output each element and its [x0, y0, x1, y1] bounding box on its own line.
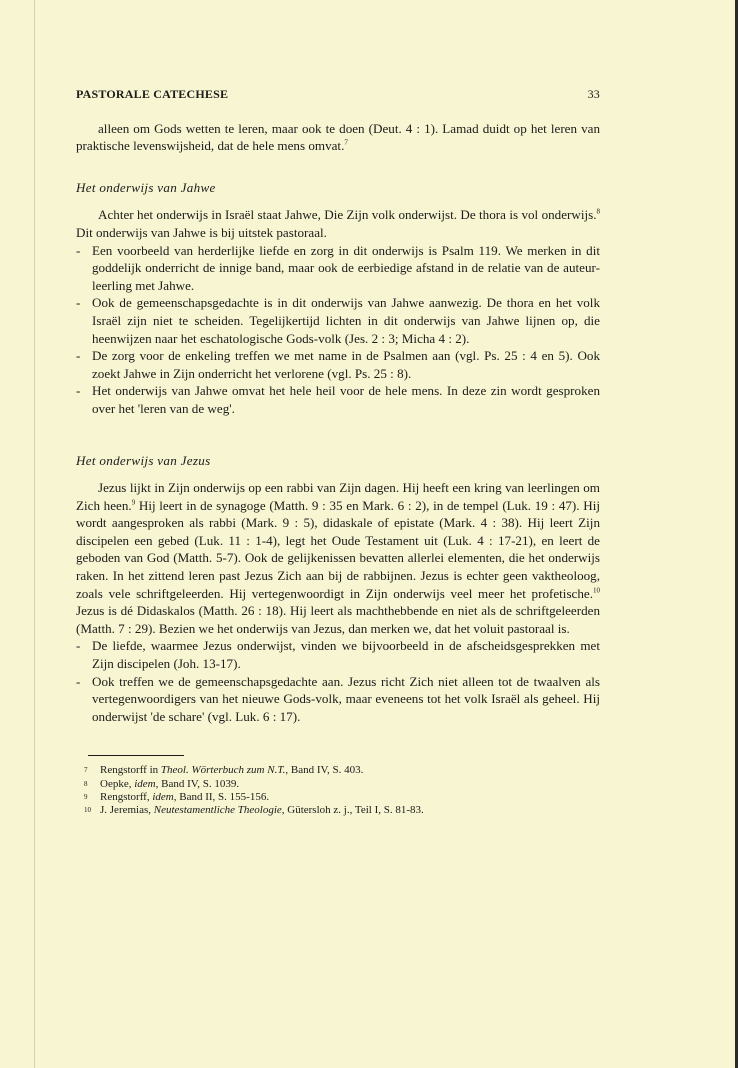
footnote-text: , Band II, S. 155-156. — [173, 790, 270, 803]
footnote-source-title: idem — [134, 777, 156, 790]
jezus-text-b: Hij leert in de synagoge (Matth. 9 : 35 en Mark. 6 : 2), in de tempel (Luk. 19 : 47). Hij wordt aangesproken als rabbi (Mark. 9 : 5), didaskale of epistate (Mark. 4 : 38). Hij leert Zijn discipelen een gebed (Luk. 11 : 1-4), legt het Oude Testament uit (Luk. 4 : 17-21), en leert de geboden van God (Matth. 5-7). Ook de gelijkenissen bevatten allerlei elementen, die het onderwijs raken. In het zittend leren past Jezus Zich aan bij de rabbijnen. Jezus is echter geen vaktheoloog, zoals vele schriftgeleerden. Hij vertegenwoordigt in Zijn onderwijs veel meer het profetische. — [76, 497, 600, 601]
jezus-text-a: Jezus lijkt in Zijn onderwijs op een rabbi van Zijn dagen. Hij heeft een kring van leerlingen om Zich heen. — [76, 480, 600, 513]
jezus-list — [76, 637, 600, 725]
footnote-text: Oepke, — [100, 777, 135, 790]
list-item: - Ook treffen we de gemeenschapsgedachte aan. Jezus richt Zich niet alleen tot de twaalven als vertegenwoordigers van het nieuwe Gods-volk, maar eveneens tot het volk Israël als geheel. Hij onderwijst 'de schare' (vgl. Luk. 6 : 17). — [76, 673, 600, 726]
footnote-8 — [76, 778, 600, 791]
footnote-ref-8: 8 — [596, 208, 600, 217]
list-item: - De liefde, waarmee Jezus onderwijst, vinden we bijvoorbeeld in de afscheidsgesprekken met Zijn discipelen (Joh. 13-17). — [76, 637, 600, 672]
footnote-text: Rengstorff in — [100, 764, 161, 777]
jahwe-text-b: Dit onderwijs van Jahwe is bij uitstek pastoraal. — [76, 224, 327, 240]
footnote-9 — [76, 791, 600, 804]
footnote-ref-9: 9 — [131, 498, 136, 507]
intro-text: alleen om Gods wetten te leren, maar ook te doen (Deut. 4 : 1). Lamad duidt op het leren van praktische levenswijsheid, dat de hele mens omvat. — [76, 120, 600, 154]
footnote-text: , Band IV, S. 1039. — [155, 777, 240, 790]
footnote-number: 8 — [84, 779, 88, 788]
footnote-source-title: Neutestamentliche Theologie — [153, 804, 282, 817]
section-heading-jahwe: Het onderwijs van Jahwe — [76, 179, 216, 195]
jezus-paragraph — [76, 479, 600, 637]
footnote-text: Rengstorff, — [100, 790, 153, 803]
jahwe-list — [76, 242, 600, 418]
running-title: PASTORALE CATECHESE — [76, 87, 229, 101]
footnote-text: J. Jeremias, — [100, 804, 154, 817]
footnote-number: 10 — [84, 806, 91, 815]
footnote-divider — [88, 755, 184, 756]
footnote-7 — [76, 764, 600, 777]
footnote-number: 7 — [84, 766, 88, 775]
section-heading-jezus: Het onderwijs van Jezus — [76, 452, 211, 468]
jezus-text-c: Jezus is dé Didaskalos (Matth. 26 : 18). Hij leert als machthebbende en niet als de schriftgeleerden (Matth. 7 : 29). Bezien we het onderwijs van Jezus, dan merken we, dat het voluit pastoraal is. — [76, 603, 600, 636]
book-page — [76, 86, 600, 817]
footnote-text: , Band IV, S. 403. — [285, 764, 364, 777]
footnote-ref-7: 7 — [344, 138, 348, 147]
footnote-number: 9 — [84, 792, 88, 801]
jahwe-paragraph — [76, 206, 600, 241]
footnote-source-title: idem — [152, 790, 174, 803]
footnote-10 — [76, 804, 600, 817]
page-edge-left — [34, 0, 35, 1068]
jahwe-text-a: Achter het onderwijs in Israël staat Jahwe, Die Zijn volk onderwijst. De thora is vol onderwijs. — [98, 207, 597, 223]
footnote-text: , Gütersloh z. j., Teil I, S. 81-83. — [281, 804, 424, 817]
footnote-source-title: Theol. Wörterbuch zum N.T. — [160, 764, 286, 777]
list-item: - Een voorbeeld van herderlijke liefde en zorg in dit onderwijs is Psalm 119. We merken in dit goddelijk onderricht de innige band, maar ook de eerbiedige afstand in de relatie van de auteur-leerling met Jahwe. — [76, 242, 600, 295]
list-item: - Ook de gemeenschapsgedachte is in dit onderwijs van Jahwe aanwezig. De thora en het volk Israël zijn niet te scheiden. Tegelijkertijd lichten in dit onderwijs van Jahwe lijnen op, die heenwijzen naar het eschatologische Gods-volk (Jes. 2 : 3; Micha 4 : 2). — [76, 294, 600, 347]
list-item: - De zorg voor de enkeling treffen we met name in de Psalmen aan (vgl. Ps. 25 : 4 en 5). Ook zoekt Jahwe in Zijn onderricht het verlorene (vgl. Ps. 25 : 8). — [76, 347, 600, 382]
intro-paragraph — [76, 120, 600, 155]
footnotes — [76, 764, 600, 817]
footnote-ref-10: 10 — [593, 586, 600, 595]
page-number: 33 — [587, 87, 600, 101]
running-header — [76, 86, 600, 104]
list-item: - Het onderwijs van Jahwe omvat het hele heil voor de hele mens. In deze zin wordt gesproken over het 'leren van de weg'. — [76, 382, 600, 417]
